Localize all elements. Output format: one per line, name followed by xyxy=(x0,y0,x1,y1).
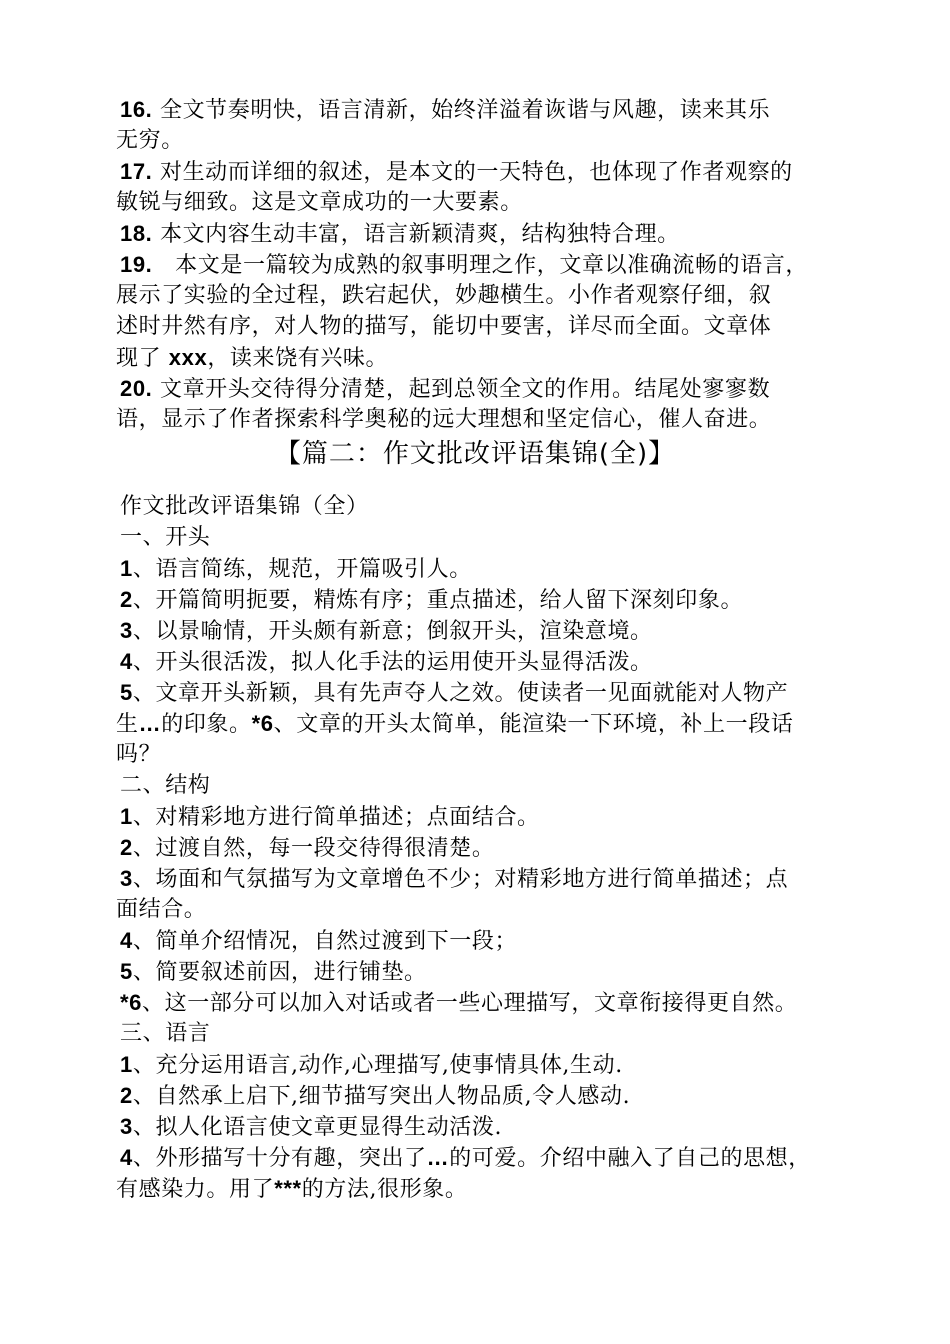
opening-item-5-cont: 生…的印象。*6、文章的开头太简单，能渲染一下环境，补上一段话 xyxy=(116,711,794,737)
comment-19-cont-2: 述时井然有序，对人物的描写，能切中要害，详尽而全面。文章体 xyxy=(116,314,772,339)
comment-16: 16. 全文节奏明快，语言清新，始终洋溢着诙谐与风趣，读来其乐 xyxy=(120,97,771,123)
opening-item-4: 4、开头很活泼，拟人化手法的运用使开头显得活泼。 xyxy=(120,649,653,675)
comment-17: 17. 对生动而详细的叙述，是本文的一天特色，也体现了作者观察的 xyxy=(120,159,793,185)
structure-item-3: 3、场面和气氛描写为文章增色不少；对精彩地方进行简单描述；点 xyxy=(120,866,789,892)
structure-item-6: *6、这一部分可以加入对话或者一些心理描写，文章衔接得更自然。 xyxy=(120,990,798,1016)
structure-item-4: 4、简单介绍情况，自然过渡到下一段； xyxy=(120,928,518,954)
comment-20: 20. 文章开头交待得分清楚，起到总领全文的作用。结尾处寥寥数 xyxy=(120,376,771,402)
opening-item-2: 2、开篇简明扼要，精炼有序；重点描述，给人留下深刻印象。 xyxy=(120,587,744,613)
structure-item-3-cont: 面结合。 xyxy=(116,897,207,922)
language-item-1: 1、充分运用语言,动作,心理描写,使事情具体,生动. xyxy=(120,1052,623,1078)
opening-item-5: 5、文章开头新颖，具有先声夺人之效。使读者一见面就能对人物产 xyxy=(120,680,789,706)
language-item-2: 2、自然承上启下,细节描写突出人物品质,令人感动. xyxy=(120,1083,631,1109)
structure-item-2: 2、过渡自然，每一段交待得很清楚。 xyxy=(120,835,495,861)
comment-20-cont: 语，显示了作者探索科学奥秘的远大理想和坚定信心，催人奋进。 xyxy=(116,407,772,432)
language-item-3: 3、拟人化语言使文章更显得生动活泼. xyxy=(120,1114,503,1140)
comment-19-cont-3: 现了 xxx，读来饶有兴味。 xyxy=(116,345,389,371)
comment-18: 18. 本文内容生动丰富，语言新颖清爽，结构独特合理。 xyxy=(120,221,680,247)
opening-item-6-cont: 吗？ xyxy=(116,742,162,767)
language-item-4: 4、外形描写十分有趣，突出了…的可爱。介绍中融入了自己的思想， xyxy=(120,1145,811,1171)
opening-item-3: 3、以景喻情，开头颇有新意；倒叙开头，渲染意境。 xyxy=(120,618,653,644)
opening-item-1: 1、语言简练，规范，开篇吸引人。 xyxy=(120,556,472,582)
category-heading-language: 三、语言 xyxy=(120,1021,211,1046)
language-item-4-cont: 有感染力。用了***的方法,很形象。 xyxy=(116,1176,468,1202)
category-heading-structure: 二、结构 xyxy=(120,773,211,798)
category-heading-opening: 一、开头 xyxy=(120,525,211,550)
comment-19-cont-1: 展示了实验的全过程，跌宕起伏，妙趣横生。小作者观察仔细，叙 xyxy=(116,283,772,308)
section-title: 【篇二：作文批改评语集锦(全)】 xyxy=(274,439,676,469)
comment-16-cont: 无穷。 xyxy=(116,128,184,153)
subsection-heading: 作文批改评语集锦（全） xyxy=(120,494,369,519)
comment-17-cont: 敏锐与细致。这是文章成功的一大要素。 xyxy=(116,190,523,215)
comment-19: 19. 本文是一篇较为成熟的叙事明理之作，文章以准确流畅的语言， xyxy=(120,252,808,278)
structure-item-5: 5、简要叙述前因，进行铺垫。 xyxy=(120,959,427,985)
structure-item-1: 1、对精彩地方进行简单描述；点面结合。 xyxy=(120,804,540,830)
